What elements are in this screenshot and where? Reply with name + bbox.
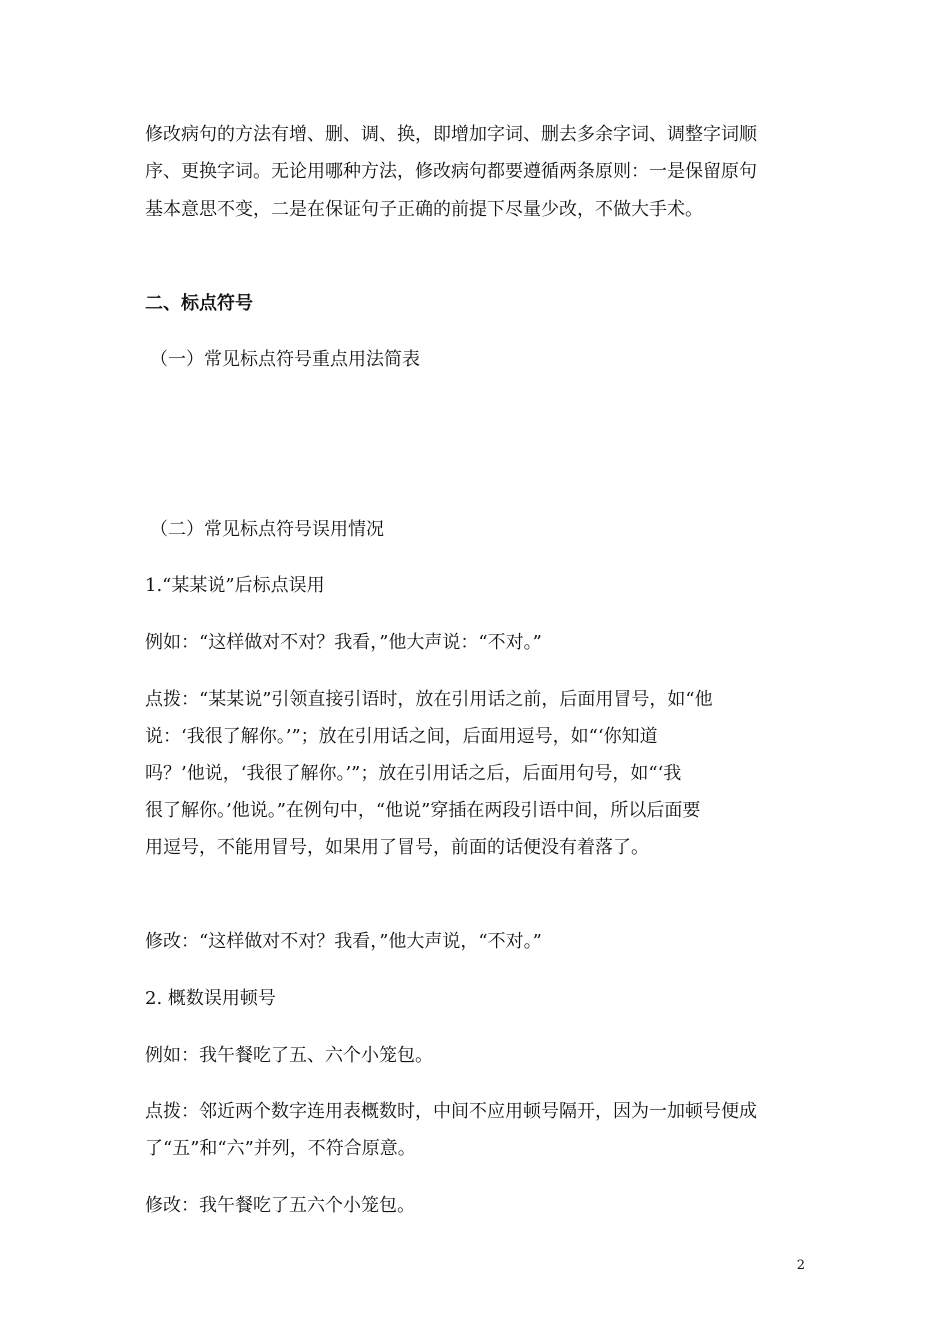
item2-analysis-line-2: 了“五”和“六”并列，不符合原意。	[145, 1138, 416, 1159]
item1-fix: 修改：“这样做对不对？我看，”他大声说，“不对。”	[145, 931, 542, 952]
subsection-title-2: （二）常见标点符号误用情况	[150, 519, 384, 540]
subsection-title-1: （一）常见标点符号重点用法简表	[150, 349, 420, 370]
item2-analysis-line-1: 点拨：邻近两个数字连用表概数时，中间不应用顿号隔开，因为一加顿号便成	[145, 1101, 757, 1122]
page-number: 2	[796, 1258, 805, 1273]
item1-analysis-line-3: 吗？’他说，‘我很了解你。’”；放在引用话之后，后面用句号，如“‘我	[145, 763, 682, 784]
item1-analysis-line-1: 点拨：“某某说”引领直接引语时，放在引用话之前，后面用冒号，如“他	[145, 689, 713, 710]
item1-analysis-line-5: 用逗号，不能用冒号，如果用了冒号，前面的话便没有着落了。	[145, 837, 649, 858]
item2-fix: 修改：我午餐吃了五六个小笼包。	[145, 1195, 415, 1216]
item1-analysis-line-2: 说：‘我很了解你。’”；放在引用话之间，后面用逗号，如“‘你知道	[145, 726, 658, 747]
item2-example: 例如：我午餐吃了五、六个小笼包。	[145, 1045, 433, 1066]
item1-example: 例如：“这样做对不对？我看，”他大声说：“不对。”	[145, 632, 542, 653]
item1-analysis-line-4: 很了解你。’他说。”在例句中，“他说”穿插在两段引语中间，所以后面要	[145, 800, 701, 821]
item1-title: 1.“某某说”后标点误用	[145, 575, 325, 596]
intro-line-2: 序、更换字词。无论用哪种方法，修改病句都要遵循两条原则：一是保留原句	[145, 161, 757, 182]
intro-line-1: 修改病句的方法有增、删、调、换，即增加字词、删去多余字词、调整字词顺	[145, 124, 757, 145]
intro-line-3: 基本意思不变，二是在保证句子正确的前提下尽量少改，不做大手术。	[145, 199, 703, 220]
item2-title: 2. 概数误用顿号	[145, 988, 276, 1009]
section-title: 二、标点符号	[145, 293, 253, 314]
